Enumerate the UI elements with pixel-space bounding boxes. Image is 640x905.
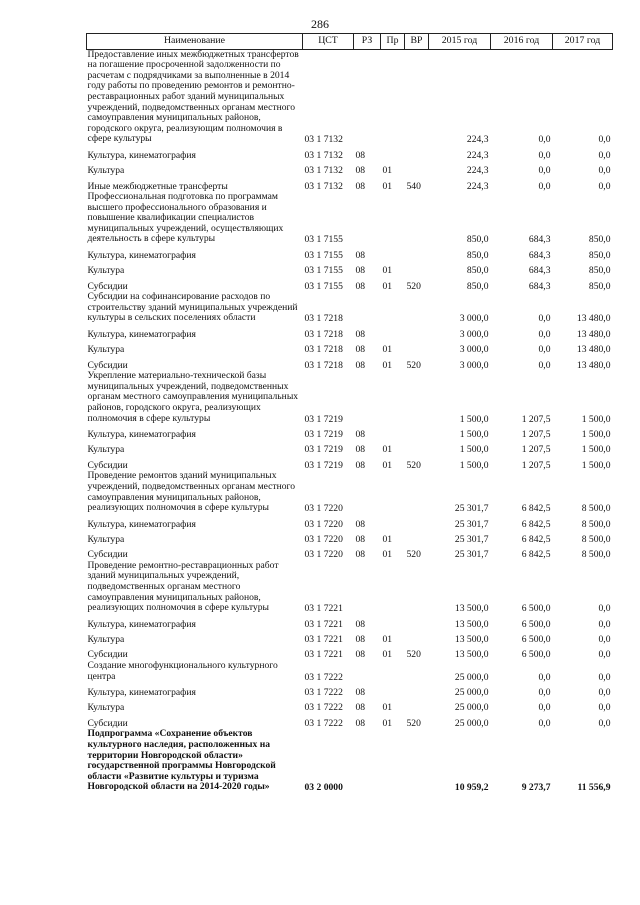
cell-2015: 25 000,0 [454, 671, 489, 683]
cell-2016: 6 842,5 [521, 503, 551, 515]
cell-rz [354, 192, 381, 246]
cell-2017: 8 500,0 [581, 518, 611, 530]
table-row [87, 699, 613, 714]
table-row [87, 146, 613, 161]
cell-cst: 03 1 7220 [304, 533, 343, 545]
table-row [87, 546, 613, 561]
cell-name: Культура [87, 444, 125, 456]
cell-2016: 0,0 [538, 671, 551, 683]
table-row [87, 515, 613, 530]
cell-vr: 540 [406, 180, 421, 192]
table-row [87, 729, 613, 794]
cell-2016: 0,0 [538, 313, 551, 325]
cell-cst: 03 1 7222 [304, 717, 343, 729]
cell-pr [381, 615, 405, 630]
cell-2016: 0,0 [538, 134, 551, 146]
cell-pr: 01 [382, 265, 393, 277]
cell-pr [381, 49, 405, 146]
cell-pr: 01 [382, 549, 393, 561]
cell-rz: 08 [355, 249, 366, 261]
cell-2015: 224,3 [466, 149, 489, 161]
cell-vr [405, 699, 429, 714]
cell-2017: 13 480,0 [576, 313, 611, 325]
cell-2015: 25 000,0 [454, 687, 489, 699]
cell-pr [381, 371, 405, 425]
cell-2016: 9 273,7 [521, 782, 551, 794]
cell-2017: 0,0 [598, 603, 611, 615]
cell-2017: 13 480,0 [576, 359, 611, 371]
header-rz: РЗ [354, 34, 381, 50]
cell-name: Культура, кинематография [87, 428, 196, 440]
cell-rz: 08 [355, 518, 366, 530]
cell-2015: 850,0 [466, 234, 489, 246]
cell-name: Субсидии [87, 459, 128, 471]
cell-vr [405, 425, 429, 440]
table-row [87, 683, 613, 698]
table-row [87, 425, 613, 440]
cell-2017: 0,0 [598, 165, 611, 177]
cell-2017: 1 500,0 [581, 444, 611, 456]
cell-name: Проведение ремонтов зданий муниципальных учреждений, подведомственных органам местного самоуправления муниципальных районов, реализующих полномочия в сфере культуры [87, 470, 296, 514]
cell-2017: 8 500,0 [581, 549, 611, 561]
table-row [87, 630, 613, 645]
cell-pr: 01 [382, 702, 393, 714]
cell-cst: 03 1 7155 [304, 234, 343, 246]
table-row [87, 530, 613, 545]
cell-rz: 08 [355, 149, 366, 161]
cell-2017: 850,0 [588, 249, 611, 261]
cell-name: Создание многофункционального культурного центра [87, 660, 278, 682]
table-row [87, 277, 613, 292]
cell-2016: 0,0 [538, 180, 551, 192]
cell-name: Подпрограмма «Сохранение объектов культурного наследия, расположенных на территории Новгородской области» государственной программы Новгородской области «Развитие культуры и туризма Новгородской области на 2014-2020 годы» [87, 728, 276, 793]
cell-name: Культура [87, 265, 125, 277]
cell-vr [405, 192, 429, 246]
table-row [87, 161, 613, 176]
header-2015: 2015 год [429, 34, 491, 50]
cell-pr: 01 [382, 533, 393, 545]
cell-name: Субсидии [87, 649, 128, 661]
cell-cst: 03 1 7220 [304, 549, 343, 561]
cell-rz: 08 [355, 280, 366, 292]
cell-2017: 1 500,0 [581, 428, 611, 440]
cell-2015: 25 301,7 [454, 533, 489, 545]
cell-pr: 01 [382, 180, 393, 192]
cell-name: Профессиональная подготовка по программам высшего профессионального образования и повышение квалификации специалистов муниципальных учреждений, осуществляющих деятельность в сфере культуры [87, 191, 284, 245]
cell-2016: 6 500,0 [521, 603, 551, 615]
cell-2015: 224,3 [466, 134, 489, 146]
cell-vr [405, 441, 429, 456]
cell-2015: 3 000,0 [459, 328, 489, 340]
table-row [87, 246, 613, 261]
cell-vr [405, 246, 429, 261]
cell-rz: 08 [355, 344, 366, 356]
cell-rz: 08 [355, 549, 366, 561]
cell-rz: 08 [355, 618, 366, 630]
cell-cst: 03 1 7221 [304, 603, 343, 615]
cell-2015: 13 500,0 [454, 603, 489, 615]
table-row [87, 192, 613, 246]
cell-2017: 0,0 [598, 618, 611, 630]
cell-pr: 01 [382, 649, 393, 661]
table-row [87, 441, 613, 456]
cell-vr [405, 261, 429, 276]
cell-2016: 1 207,5 [521, 459, 551, 471]
cell-cst: 03 1 7132 [304, 165, 343, 177]
table-row [87, 325, 613, 340]
cell-2016: 0,0 [538, 165, 551, 177]
cell-cst: 03 1 7132 [304, 180, 343, 192]
cell-pr: 01 [382, 165, 393, 177]
cell-name: Культура [87, 702, 125, 714]
cell-2017: 1 500,0 [581, 459, 611, 471]
cell-2015: 13 500,0 [454, 649, 489, 661]
cell-2016: 6 500,0 [521, 634, 551, 646]
cell-vr: 520 [406, 549, 421, 561]
cell-2016: 6 500,0 [521, 618, 551, 630]
cell-2015: 1 500,0 [459, 428, 489, 440]
cell-2016: 0,0 [538, 702, 551, 714]
cell-2015: 13 500,0 [454, 618, 489, 630]
cell-vr [405, 161, 429, 176]
cell-rz: 08 [355, 165, 366, 177]
cell-vr: 520 [406, 280, 421, 292]
cell-2016: 0,0 [538, 344, 551, 356]
cell-2016: 684,3 [528, 234, 551, 246]
cell-cst: 03 2 0000 [304, 782, 343, 794]
cell-2016: 684,3 [528, 280, 551, 292]
cell-2017: 8 500,0 [581, 503, 611, 515]
cell-2015: 25 000,0 [454, 702, 489, 714]
cell-2016: 0,0 [538, 328, 551, 340]
table-row [87, 177, 613, 192]
table-row [87, 646, 613, 661]
table-row [87, 456, 613, 471]
cell-cst: 03 1 7132 [304, 134, 343, 146]
cell-2017: 0,0 [598, 717, 611, 729]
cell-2017: 0,0 [598, 634, 611, 646]
cell-cst: 03 1 7221 [304, 634, 343, 646]
cell-rz [354, 561, 381, 615]
cell-pr [381, 515, 405, 530]
cell-name: Укрепление материально-технической базы муниципальных учреждений, подведомственных органам местного самоуправления муниципальных районов, городского округа, реализующих полномочия в сфере культуры [87, 370, 299, 424]
cell-2017: 1 500,0 [581, 413, 611, 425]
cell-2015: 25 301,7 [454, 503, 489, 515]
cell-2017: 0,0 [598, 671, 611, 683]
cell-pr: 01 [382, 359, 393, 371]
table-row [87, 714, 613, 729]
cell-rz: 08 [355, 359, 366, 371]
cell-2017: 8 500,0 [581, 533, 611, 545]
cell-vr [405, 561, 429, 615]
header-2017: 2017 год [553, 34, 613, 50]
cell-2015: 850,0 [466, 265, 489, 277]
cell-rz: 08 [355, 533, 366, 545]
cell-rz [354, 371, 381, 425]
cell-2016: 1 207,5 [521, 428, 551, 440]
cell-pr: 01 [382, 344, 393, 356]
cell-cst: 03 1 7218 [304, 313, 343, 325]
cell-pr [381, 146, 405, 161]
cell-2015: 25 301,7 [454, 549, 489, 561]
cell-cst: 03 1 7155 [304, 265, 343, 277]
cell-vr [405, 292, 429, 325]
cell-rz: 08 [355, 328, 366, 340]
cell-name: Культура, кинематография [87, 149, 196, 161]
cell-2017: 0,0 [598, 180, 611, 192]
table-row [87, 371, 613, 425]
cell-vr [405, 515, 429, 530]
cell-vr [405, 146, 429, 161]
cell-2015: 224,3 [466, 165, 489, 177]
cell-name: Культура [87, 634, 125, 646]
cell-rz [354, 292, 381, 325]
cell-2016: 1 207,5 [521, 444, 551, 456]
cell-name: Культура, кинематография [87, 518, 196, 530]
cell-rz: 08 [355, 649, 366, 661]
cell-vr [405, 325, 429, 340]
cell-2016: 6 842,5 [521, 533, 551, 545]
cell-name: Субсидии на софинансирование расходов по строительству зданий муниципальных учреждений культуры в сельских поселениях области [87, 291, 298, 324]
table-row [87, 292, 613, 325]
cell-2017: 0,0 [598, 702, 611, 714]
cell-rz: 08 [355, 428, 366, 440]
cell-rz [354, 471, 381, 514]
cell-cst: 03 1 7155 [304, 280, 343, 292]
table-row [87, 340, 613, 355]
header-vr: ВР [405, 34, 429, 50]
cell-cst: 03 1 7218 [304, 344, 343, 356]
cell-name: Культура [87, 344, 125, 356]
cell-name: Субсидии [87, 359, 128, 371]
cell-2016: 1 207,5 [521, 413, 551, 425]
header-pr: Пр [381, 34, 405, 50]
cell-pr [381, 729, 405, 794]
cell-pr: 01 [382, 444, 393, 456]
cell-2017: 11 556,9 [577, 782, 611, 794]
cell-2016: 6 500,0 [521, 649, 551, 661]
cell-2015: 13 500,0 [454, 634, 489, 646]
cell-2017: 0,0 [598, 149, 611, 161]
cell-name: Культура, кинематография [87, 618, 196, 630]
cell-cst: 03 1 7222 [304, 687, 343, 699]
cell-2015: 224,3 [466, 180, 489, 192]
cell-2015: 1 500,0 [459, 459, 489, 471]
cell-pr [381, 471, 405, 514]
cell-name: Проведение ремонтно-реставрационных работ зданий муниципальных учреждений, подведомственных органам местного самоуправления муниципальных районов, реализующих полномочия в сфере культуры [87, 559, 279, 614]
table-body [87, 49, 613, 794]
cell-name: Культура [87, 165, 125, 177]
cell-name: Субсидии [87, 549, 128, 561]
cell-2016: 0,0 [538, 359, 551, 371]
cell-vr [405, 371, 429, 425]
cell-pr [381, 246, 405, 261]
cell-vr: 520 [406, 649, 421, 661]
cell-cst: 03 1 7218 [304, 359, 343, 371]
cell-2016: 684,3 [528, 249, 551, 261]
cell-name: Культура, кинематография [87, 687, 196, 699]
cell-2015: 3 000,0 [459, 313, 489, 325]
header-name: Наименование [87, 34, 303, 50]
cell-vr: 520 [406, 459, 421, 471]
cell-2015: 25 301,7 [454, 518, 489, 530]
cell-vr [405, 49, 429, 146]
cell-2015: 3 000,0 [459, 359, 489, 371]
cell-2016: 0,0 [538, 687, 551, 699]
cell-cst: 03 1 7221 [304, 649, 343, 661]
cell-cst: 03 1 7132 [304, 149, 343, 161]
budget-table [86, 33, 613, 794]
table-row [87, 661, 613, 683]
table-row [87, 261, 613, 276]
cell-rz [354, 49, 381, 146]
cell-pr [381, 425, 405, 440]
cell-2015: 850,0 [466, 280, 489, 292]
cell-cst: 03 1 7219 [304, 444, 343, 456]
table-row [87, 615, 613, 630]
cell-rz [354, 729, 381, 794]
cell-2017: 0,0 [598, 687, 611, 699]
cell-rz: 08 [355, 687, 366, 699]
table-row [87, 356, 613, 371]
header-2016: 2016 год [491, 34, 553, 50]
cell-rz: 08 [355, 265, 366, 277]
cell-2015: 3 000,0 [459, 344, 489, 356]
cell-2017: 850,0 [588, 265, 611, 277]
cell-pr: 01 [382, 280, 393, 292]
cell-cst: 03 1 7221 [304, 618, 343, 630]
page-number: 286 [311, 17, 329, 31]
cell-2016: 684,3 [528, 265, 551, 277]
cell-vr [405, 661, 429, 683]
cell-2017: 850,0 [588, 234, 611, 246]
cell-rz: 08 [355, 180, 366, 192]
cell-name: Субсидии [87, 717, 128, 729]
cell-name: Субсидии [87, 280, 128, 292]
cell-pr [381, 292, 405, 325]
cell-pr: 01 [382, 634, 393, 646]
cell-pr [381, 192, 405, 246]
cell-pr [381, 683, 405, 698]
cell-cst: 03 1 7218 [304, 328, 343, 340]
cell-vr [405, 471, 429, 514]
cell-vr [405, 630, 429, 645]
cell-2016: 6 842,5 [521, 518, 551, 530]
cell-rz: 08 [355, 459, 366, 471]
cell-rz: 08 [355, 717, 366, 729]
cell-cst: 03 1 7220 [304, 518, 343, 530]
cell-2016: 0,0 [538, 717, 551, 729]
cell-vr [405, 683, 429, 698]
cell-pr: 01 [382, 717, 393, 729]
cell-vr [405, 615, 429, 630]
cell-pr [381, 661, 405, 683]
cell-pr [381, 325, 405, 340]
cell-2016: 6 842,5 [521, 549, 551, 561]
cell-vr: 520 [406, 359, 421, 371]
table-header [87, 34, 613, 50]
cell-2015: 10 959,2 [454, 782, 489, 794]
cell-vr: 520 [406, 717, 421, 729]
cell-cst: 03 1 7220 [304, 503, 343, 515]
cell-vr [405, 729, 429, 794]
cell-pr [381, 561, 405, 615]
cell-name: Иные межбюджетные трансферты [87, 180, 228, 192]
cell-vr [405, 530, 429, 545]
cell-2017: 13 480,0 [576, 328, 611, 340]
cell-2015: 25 000,0 [454, 717, 489, 729]
cell-pr: 01 [382, 459, 393, 471]
header-cst: ЦСТ [303, 34, 354, 50]
table-row [87, 561, 613, 615]
cell-rz: 08 [355, 634, 366, 646]
cell-cst: 03 1 7219 [304, 413, 343, 425]
cell-cst: 03 1 7219 [304, 459, 343, 471]
cell-vr [405, 340, 429, 355]
cell-2017: 0,0 [598, 649, 611, 661]
cell-name: Предоставление иных межбюджетных трансфертов на погашение просроченной задолженности по расчетам с подрядчиками за выполненные в 2014 году работы по проведению ремонтов и ремонтно-реставрационных работ зданий муниципальных учреждений, подведомственных органам местного самоуправления муниципальных районов, городского округа, реализующим полномочия в сфере культуры [87, 48, 299, 145]
cell-cst: 03 1 7219 [304, 428, 343, 440]
cell-2015: 1 500,0 [459, 444, 489, 456]
cell-name: Культура, кинематография [87, 249, 196, 261]
cell-2017: 850,0 [588, 280, 611, 292]
cell-2017: 13 480,0 [576, 344, 611, 356]
cell-rz [354, 661, 381, 683]
table-row [87, 471, 613, 514]
table-row [87, 49, 613, 146]
cell-name: Культура [87, 533, 125, 545]
cell-rz: 08 [355, 444, 366, 456]
cell-cst: 03 1 7155 [304, 249, 343, 261]
cell-rz: 08 [355, 702, 366, 714]
cell-cst: 03 1 7222 [304, 671, 343, 683]
cell-cst: 03 1 7222 [304, 702, 343, 714]
cell-name: Культура, кинематография [87, 328, 196, 340]
cell-2017: 0,0 [598, 134, 611, 146]
cell-2015: 850,0 [466, 249, 489, 261]
cell-2015: 1 500,0 [459, 413, 489, 425]
cell-2016: 0,0 [538, 149, 551, 161]
